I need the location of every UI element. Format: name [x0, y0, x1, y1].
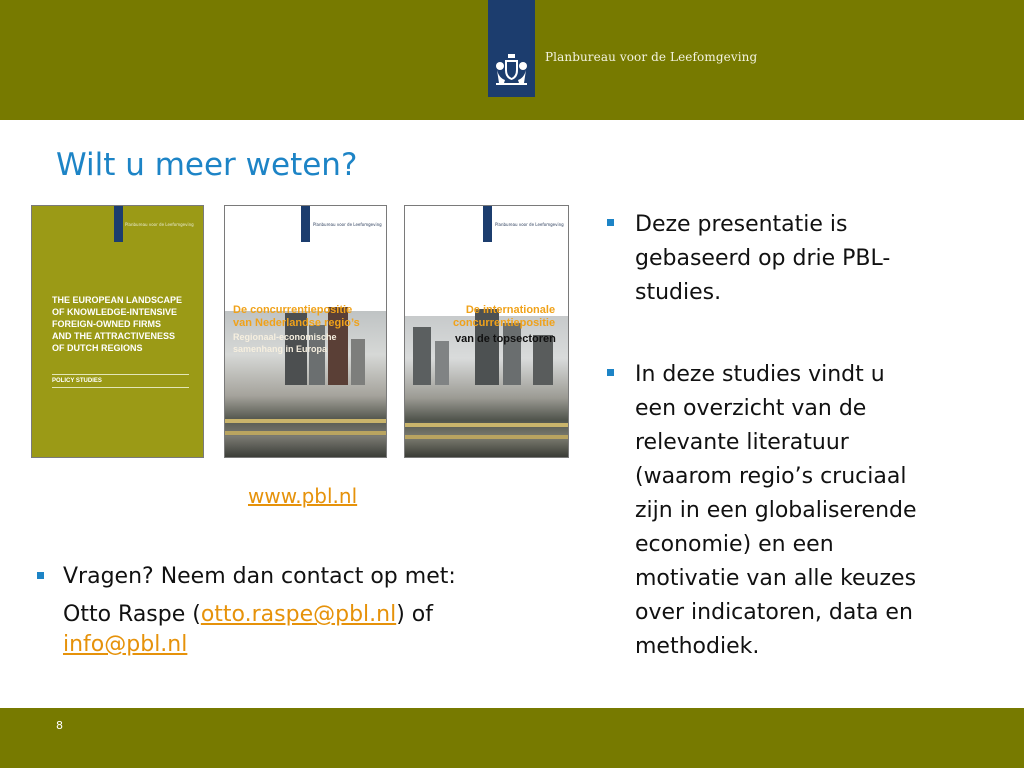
bullet-line: Deze presentatie is — [635, 212, 848, 237]
building — [413, 327, 431, 385]
bullet-line: zijn in een globaliserende — [635, 498, 917, 523]
bullet-text-1 — [635, 208, 1020, 310]
bullet-line: relevante literatuur — [635, 430, 849, 455]
bullet-text-2 — [635, 358, 1020, 664]
cover-title-line: concurrentiepositie — [453, 317, 556, 329]
organization-name: Planbureau voor de Leefomgeving — [545, 50, 758, 64]
cover-title — [453, 304, 555, 330]
building — [435, 341, 449, 385]
bullet-line: In deze studies vindt u — [635, 362, 885, 387]
cover-subtitle-text: van de topsectoren — [455, 333, 556, 345]
contact-line: Vragen? Neem dan contact op met: — [63, 564, 456, 589]
bullet-line: (waarom regio’s cruciaal — [635, 464, 907, 489]
cover-subtitle-line: samenhang in Europa — [233, 344, 328, 354]
report-cover-3[interactable] — [404, 205, 569, 458]
coat-of-arms-icon — [491, 52, 532, 88]
cover-logo-tab — [301, 206, 310, 242]
contact-text — [63, 560, 583, 660]
bullet-icon — [37, 572, 44, 579]
cover-title-line: De concurrentiepositie — [233, 304, 353, 316]
cover-title — [52, 294, 202, 354]
cover-subtitle — [233, 331, 337, 355]
building — [351, 339, 365, 385]
contact-conjunction: ) of — [396, 602, 433, 627]
divider — [52, 374, 189, 375]
divider — [52, 387, 189, 388]
email-link-info[interactable]: info@pbl.nl — [63, 632, 188, 657]
footer-bar — [0, 708, 1024, 768]
bullet-line: methodiek. — [635, 634, 760, 659]
bullet-line: een overzicht van de — [635, 396, 867, 421]
cover-publisher: Planbureau voor de Leefomgeving — [313, 222, 382, 227]
email-link-otto[interactable]: otto.raspe@pbl.nl — [200, 602, 397, 627]
cover-series: POLICY STUDIES — [52, 378, 102, 384]
bullet-line: studies. — [635, 280, 722, 305]
bullet-line: over indicatoren, data en — [635, 600, 913, 625]
cover-title-line: De internationale — [465, 304, 556, 316]
cover-title-line: van Nederlandse regio’s — [233, 317, 360, 329]
train — [405, 435, 568, 439]
website-link[interactable]: www.pbl.nl — [248, 484, 358, 508]
cover-title-line: AND THE ATTRACTIVENESS — [52, 331, 176, 341]
bullet-line: motivatie van alle keuzes — [635, 566, 917, 591]
cover-logo-tab — [483, 206, 492, 242]
bullet-line: gebaseerd op drie PBL- — [635, 246, 891, 271]
cover-title — [233, 304, 360, 330]
cover-subtitle — [453, 333, 558, 345]
slide-title: Wilt u meer weten? — [56, 147, 358, 183]
cover-subtitle-line: Regionaal-economische — [233, 332, 337, 342]
bullet-icon — [607, 219, 614, 226]
train — [225, 419, 386, 423]
cover-publisher: Planbureau voor de Leefomgeving — [495, 222, 564, 227]
cover-title-line: FOREIGN-OWNED FIRMS — [52, 319, 161, 329]
train — [225, 431, 386, 435]
bullet-icon — [607, 369, 614, 376]
cover-logo-tab — [114, 206, 123, 242]
cover-title-line: OF DUTCH REGIONS — [52, 343, 143, 353]
cover-title-line: OF KNOWLEDGE-INTENSIVE — [52, 307, 178, 317]
train — [405, 423, 568, 427]
cover-publisher: Planbureau voor de Leefomgeving — [125, 222, 194, 227]
cover-title-line: THE EUROPEAN LANDSCAPE — [52, 295, 183, 305]
contact-name: Otto Raspe ( — [63, 602, 201, 627]
report-cover-2[interactable] — [224, 205, 387, 458]
bullet-line: economie) en een — [635, 532, 834, 557]
logo-tab — [488, 0, 535, 97]
report-cover-1[interactable] — [31, 205, 204, 458]
contact-line — [63, 600, 583, 630]
contact-line — [63, 630, 583, 660]
page-number: 8 — [56, 719, 63, 732]
header-bar — [0, 0, 1024, 120]
